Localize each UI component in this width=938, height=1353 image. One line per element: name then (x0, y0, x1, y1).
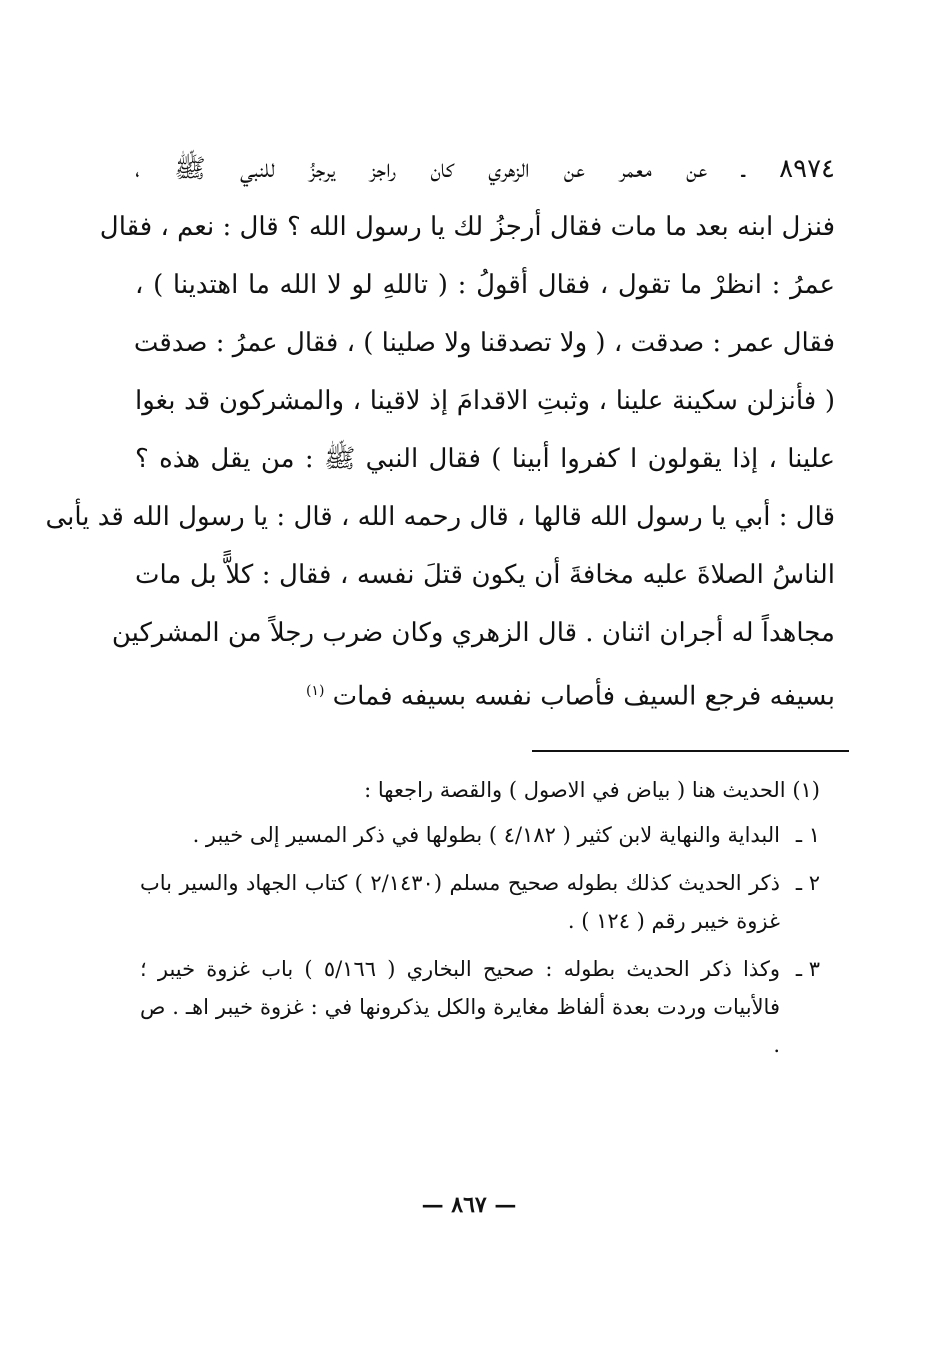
footnote-item-number: ٢ ـ (795, 871, 820, 895)
text-line-4: فقال عمر : صدقت ، ( ولا تصدقنا ولا صلينا ) ، فقال عمرُ : صدقت (133, 328, 835, 358)
footnotes-section (140, 770, 820, 1074)
footnote-separator (532, 750, 849, 752)
footnote-item-text: وكذا ذكر الحديث بطوله : صحيح البخاري ( ٥/١٦٦ ) باب غزوة خيبر ؛ فالأبيات وردت بعدة ألفاظ مغايرة والكل يذكرونها في : غزوة خيبر اهـ . ص . (140, 957, 780, 1057)
text-line-5: ( فأنزلن سكينة علينا ، وثبتِ الاقدامَ إذ لاقينا ، والمشركون قد بغوا (135, 386, 835, 416)
footnote-intro: (١) الحديث هنا ( بياض في الاصول ) والقصة راجعها : (364, 778, 820, 802)
footnote-item (140, 864, 820, 940)
text-line-8: الناسُ الصلاةَ عليه مخافةَ أن يكون قتلَ نفسه ، فقال : كلاًّ بل مات (135, 560, 835, 590)
footnote-item-number: ١ ـ (795, 823, 820, 847)
text-line-6: علينا ، إذا يقولون ا كفروا أبينا ) فقال النبي ﷺ : من يقل هذه ؟ (135, 444, 835, 474)
text-line-10-content: بسيفه فرجع السيف فأصاب نفسه بسيفه فمات (332, 681, 835, 712)
footnote-marker: (١) (305, 683, 325, 699)
hadith-text (45, 140, 835, 720)
footnote-item (140, 950, 820, 1064)
text-line-7: قال : أبي يا رسول الله قالها ، قال رحمه الله ، قال : يا رسول الله قد يأبى (45, 502, 835, 532)
footnote-item-text: البداية والنهاية لابن كثير ( ٤/١٨٢ ) بطولها في ذكر المسير إلى خيبر . (192, 823, 780, 847)
page-number: — ٨٦٧ — (421, 1192, 517, 1218)
text-line-1: ٨٩٧٤ ـ عن معمر عن الزهري كان راجز يرجزُ للنبي ﷺ ، (135, 154, 835, 184)
text-line-9: مجاهداً له أجران اثنان . قال الزهري وكان ضرب رجلاً من المشركين (111, 618, 835, 648)
footnote-item-text: ذكر الحديث كذلك بطوله صحيح مسلم (٢/١٤٣٠ ) كتاب الجهاد والسير باب غزوة خيبر رقم ( ١٢٤ ) . (140, 871, 781, 933)
footnote-item-number: ٣ ـ (795, 957, 820, 981)
footnote-item (140, 816, 820, 854)
text-line-2: فنزل ابنه بعد ما مات فقال أرجزُ لك يا رسول الله ؟ قال : نعم ، فقال (99, 212, 835, 242)
text-line-3: عمرُ : انظرْ ما تقول ، فقال أقولُ : ( تاللهِ لو لا الله ما اهتدينا ) ، (135, 270, 835, 300)
text-line-10 (135, 662, 835, 720)
